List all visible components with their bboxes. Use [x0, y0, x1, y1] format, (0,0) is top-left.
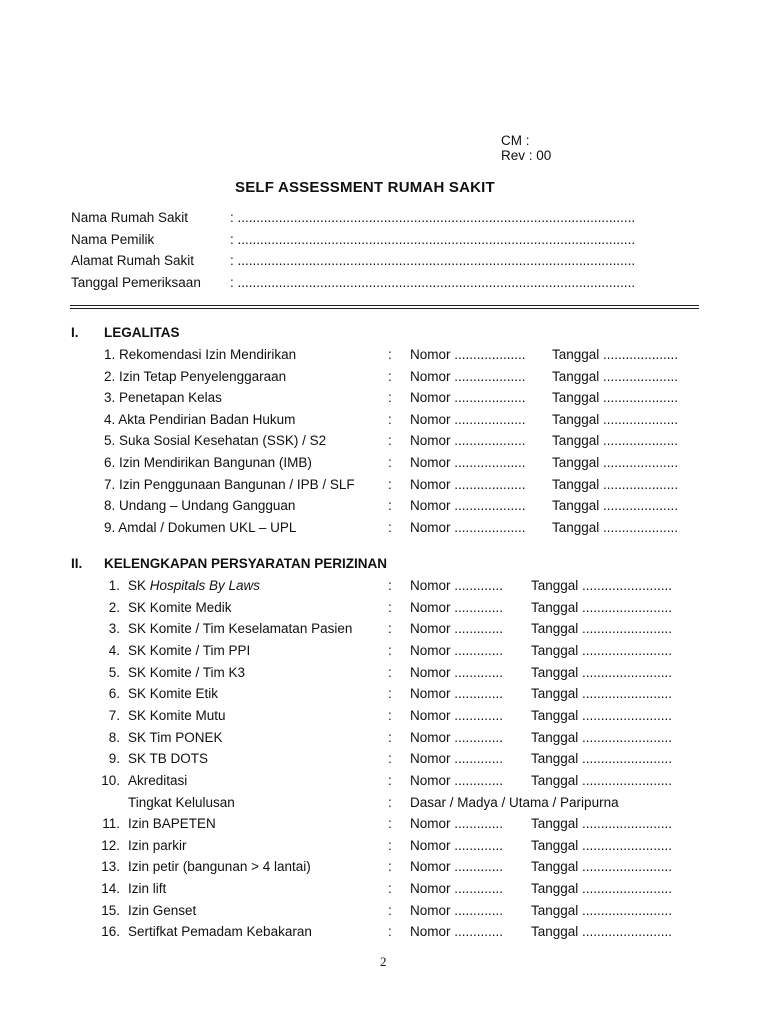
list-item-colon: : [388, 838, 392, 853]
list-item-colon: : [388, 795, 392, 810]
list-item-number: 13. [101, 859, 120, 874]
nomor-field: Nomor ................... [410, 520, 526, 535]
nomor-field: Nomor ............. [410, 838, 504, 853]
list-item-colon: : [388, 816, 392, 831]
tanggal-field: Tanggal .................... [552, 390, 679, 405]
list-item-colon: : [388, 881, 392, 896]
list-item-colon: : [388, 498, 392, 513]
list-item-colon: : [388, 369, 392, 384]
tanggal-field: Tanggal ........................ [531, 621, 673, 636]
info-label-nama-pemilik: Nama Pemilik [71, 232, 155, 247]
page-title: SELF ASSESSMENT RUMAH SAKIT [235, 179, 495, 196]
list-item-label: Izin BAPETEN [128, 816, 216, 831]
tanggal-field: Tanggal ........................ [531, 773, 673, 788]
list-item-label: SK Komite Etik [128, 686, 219, 701]
nomor-field: Nomor ............. [410, 643, 504, 658]
list-item-label: 5. Suka Sosial Kesehatan (SSK) / S2 [104, 433, 327, 448]
tanggal-field: Tanggal ........................ [531, 578, 673, 593]
nomor-field: Nomor ............. [410, 859, 504, 874]
list-item-colon: : [388, 347, 392, 362]
label-italic: Hospitals By Laws [149, 578, 261, 593]
section-number: II. [71, 556, 83, 571]
tanggal-field: Tanggal ........................ [531, 924, 673, 939]
revision-number: Rev : 00 [501, 148, 552, 163]
tanggal-field: Tanggal .................... [552, 369, 679, 384]
tanggal-field: Tanggal ........................ [531, 730, 673, 745]
list-item-label [128, 578, 260, 593]
list-item-colon: : [388, 730, 392, 745]
list-item-number: 3. [108, 621, 120, 636]
list-item-colon: : [388, 433, 392, 448]
tanggal-field: Tanggal ........................ [531, 903, 673, 918]
nomor-field: Nomor ............. [410, 578, 504, 593]
list-item-colon: : [388, 708, 392, 723]
list-item-colon: : [388, 859, 392, 874]
list-item-label: SK Tim PONEK [128, 730, 223, 745]
list-item-label: Izin parkir [128, 838, 187, 853]
list-item-label: Izin Genset [128, 903, 197, 918]
list-item-label: Akreditasi [128, 773, 188, 788]
list-item-label: 8. Undang – Undang Gangguan [104, 498, 296, 513]
list-item-label: 4. Akta Pendirian Badan Hukum [104, 412, 296, 427]
list-item-number: 2. [108, 600, 120, 615]
list-item-label: SK Komite / Tim Keselamatan Pasien [128, 621, 353, 636]
list-item-number: 1. [108, 578, 120, 593]
tanggal-field: Tanggal ........................ [531, 600, 673, 615]
nomor-field: Nomor ............. [410, 751, 504, 766]
section-title: KELENGKAPAN PERSYARATAN PERIZINAN [104, 556, 388, 571]
info-label-nama-rs: Nama Rumah Sakit [71, 210, 189, 225]
page-number: 2 [380, 954, 387, 969]
tanggal-field: Tanggal .................... [552, 347, 679, 362]
tanggal-field: Tanggal ........................ [531, 838, 673, 853]
list-item-colon: : [388, 600, 392, 615]
section-number: I. [71, 325, 79, 340]
nomor-field: Nomor ............. [410, 903, 504, 918]
list-item-number: 10. [101, 773, 120, 788]
tanggal-field: Tanggal ........................ [531, 816, 673, 831]
nomor-field: Nomor ............. [410, 816, 504, 831]
info-label-tanggal: Tanggal Pemeriksaan [71, 275, 201, 290]
list-item-number: 11. [102, 816, 120, 831]
nomor-field: Nomor ................... [410, 390, 526, 405]
list-item-colon: : [388, 520, 392, 535]
list-item-colon: : [388, 455, 392, 470]
list-item-number: 9. [108, 751, 120, 766]
list-item-colon: : [388, 686, 392, 701]
list-item-label: SK Komite Mutu [128, 708, 226, 723]
divider-line [70, 305, 699, 306]
nomor-field: Nomor ................... [410, 412, 526, 427]
list-item-label: 7. Izin Penggunaan Bangunan / IPB / SLF [104, 477, 355, 492]
divider-line [70, 308, 699, 309]
list-item-label: 6. Izin Mendirikan Bangunan (IMB) [104, 455, 312, 470]
nomor-field: Nomor ............. [410, 665, 504, 680]
list-item-colon: : [388, 924, 392, 939]
list-item-label: SK Komite / Tim PPI [128, 643, 251, 658]
list-item-number: 7. [108, 708, 120, 723]
list-item-label: Izin petir (bangunan > 4 lantai) [128, 859, 311, 874]
nomor-field: Nomor ................... [410, 433, 526, 448]
nomor-field: Nomor ............. [410, 773, 504, 788]
list-item-label: SK Komite / Tim K3 [128, 665, 246, 680]
info-value-tanggal: : .......................................................................................................... [230, 275, 636, 290]
list-item-colon: : [388, 477, 392, 492]
list-item-label: 1. Rekomendasi Izin Mendirikan [104, 347, 297, 362]
list-item-label: Izin lift [128, 881, 167, 896]
list-item-colon: : [388, 621, 392, 636]
tanggal-field: Tanggal ........................ [531, 665, 673, 680]
list-item-number: 16. [101, 924, 120, 939]
nomor-field: Nomor ............. [410, 600, 504, 615]
list-item-label: SK Komite Medik [128, 600, 232, 615]
list-item-colon: : [388, 773, 392, 788]
list-item-colon: : [388, 412, 392, 427]
list-item-number: 14. [101, 881, 120, 896]
list-item-number: 5. [108, 665, 120, 680]
info-label-alamat: Alamat Rumah Sakit [71, 253, 195, 268]
tanggal-field: Tanggal .................... [552, 433, 679, 448]
kelulusan-options: Dasar / Madya / Utama / Paripurna [410, 795, 619, 810]
list-item-number: 8. [108, 730, 120, 745]
nomor-field: Nomor ............. [410, 621, 504, 636]
list-item-colon: : [388, 390, 392, 405]
nomor-field: Nomor ............. [410, 881, 504, 896]
info-value-alamat: : .......................................................................................................... [230, 253, 636, 268]
tanggal-field: Tanggal .................... [552, 477, 679, 492]
tanggal-field: Tanggal ........................ [531, 751, 673, 766]
list-item-number: 4. [108, 643, 120, 658]
info-value-nama-pemilik: : .......................................................................................................... [230, 232, 636, 247]
tanggal-field: Tanggal ........................ [531, 708, 673, 723]
nomor-field: Nomor ............. [410, 924, 504, 939]
label-prefix: SK [128, 578, 150, 593]
list-item-label: Sertifkat Pemadam Kebakaran [128, 924, 312, 939]
document-code: CM : [501, 133, 530, 148]
nomor-field: Nomor ............. [410, 730, 504, 745]
list-item-number: 15. [101, 903, 120, 918]
list-item-label: 9. Amdal / Dokumen UKL – UPL [104, 520, 297, 535]
info-value-nama-rs: : .......................................................................................................... [230, 210, 636, 225]
list-item-colon: : [388, 643, 392, 658]
nomor-field: Nomor ................... [410, 455, 526, 470]
nomor-field: Nomor ................... [410, 347, 526, 362]
tanggal-field: Tanggal .................... [552, 520, 679, 535]
list-item-colon: : [388, 751, 392, 766]
list-item-colon: : [388, 665, 392, 680]
tanggal-field: Tanggal ........................ [531, 881, 673, 896]
list-item-label: Tingkat Kelulusan [128, 795, 235, 810]
nomor-field: Nomor ................... [410, 498, 526, 513]
nomor-field: Nomor ............. [410, 708, 504, 723]
tanggal-field: Tanggal ........................ [531, 686, 673, 701]
nomor-field: Nomor ............. [410, 686, 504, 701]
list-item-number: 12. [101, 838, 120, 853]
list-item-colon: : [388, 578, 392, 593]
nomor-field: Nomor ................... [410, 477, 526, 492]
list-item-label: 2. Izin Tetap Penyelenggaraan [104, 369, 287, 384]
list-item-colon: : [388, 903, 392, 918]
tanggal-field: Tanggal .................... [552, 455, 679, 470]
section-title: LEGALITAS [104, 325, 180, 340]
list-item-number: 6. [108, 686, 120, 701]
tanggal-field: Tanggal ........................ [531, 859, 673, 874]
tanggal-field: Tanggal .................... [552, 412, 679, 427]
list-item-label: 3. Penetapan Kelas [104, 390, 222, 405]
nomor-field: Nomor ................... [410, 369, 526, 384]
tanggal-field: Tanggal ........................ [531, 643, 673, 658]
tanggal-field: Tanggal .................... [552, 498, 679, 513]
list-item-label: SK TB DOTS [128, 751, 209, 766]
